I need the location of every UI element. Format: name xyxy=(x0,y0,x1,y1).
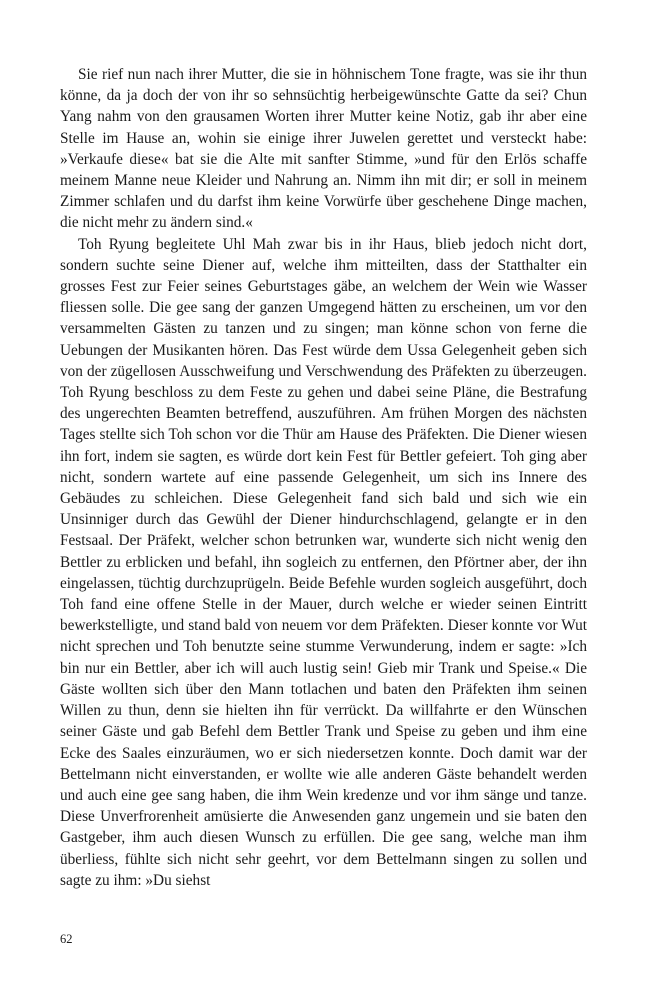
page-number: 62 xyxy=(60,932,73,946)
paragraph: Sie rief nun nach ihrer Mutter, die sie in höhnischem Tone fragte, was sie ihr thun könne, da ja doch der von ihr so sehnsüchtig herbeigewünschte Gatte da sei? Chun Yang nahm von den grausamen Worten ihrer Mutter keine Notiz, gab ihr aber eine Stelle im Hause an, wohin sie einige ihrer Juwelen gerettet und versteckt habe: »Verkaufe diese« bat sie die Alte mit sanfter Stimme, »und für den Erlös schaffe meinem Manne neue Kleider und Nahrung an. Nimm ihn mit dir; er soll in meinem Zimmer schlafen und du darfst ihm keine Vorwürfe über geschehene Dinge machen, die nicht mehr zu ändern sind.« xyxy=(60,66,587,232)
paragraph: Toh Ryung begleitete Uhl Mah zwar bis in ihr Haus, blieb jedoch nicht dort, sondern suchte seine Diener auf, welche ihm mitteilten, dass der Statthalter ein grosses Fest zur Feier seines Geburtstages gäbe, an welchem der Wein wie Wasser fliessen solle. Die gee sang der ganzen Umgegend hätten zu erscheinen, um vor den versammelten Gästen zu tanzen und zu singen; man könne schon von ferne die Uebungen der Musikanten hören. Das Fest würde dem Ussa Gelegenheit geben sich von der zügellosen Ausschweifung und Verschwendung des Präfekten zu überzeugen. Toh Ryung beschloss zu dem Feste zu gehen und dabei seine Pläne, die Bestrafung des ungerechten Beamten betreffend, auszuführen. Am frühen Morgen des nächsten Tages stellte sich Toh schon vor die Thür am Hause des Präfekten. Die Diener wiesen ihn fort, indem sie sagten, es würde dort kein Fest für Bettler gefeiert. Toh ging aber nicht, sondern wartete auf eine passende Gelegenheit, um sich ins Innere des Gebäudes zu schleichen. Diese Gelegenheit fand sich bald und sich wie ein Unsinniger durch das Gewühl der Diener hindurchschlagend, gelangte er in den Festsaal. Der Präfekt, welcher schon betrunken war, wunderte sich nicht wenig den Bettler zu erblicken und befahl, ihn sogleich zu entfernen, den Pförtner aber, der ihn eingelassen, tüchtig durchzuprügeln. Beide Befehle wurden sogleich ausgeführt, doch Toh fand eine offene Stelle in der Mauer, durch welche er wieder seinen Eintritt bewerkstelligte, und stand bald von neuem vor dem Präfekten. Dieser konnte vor Wut nicht sprechen und Toh benutzte seine stumme Verwunderung, indem er sagte: »Ich bin nur ein Bettler, aber ich will auch lustig sein! Gieb mir Trank und Speise.« Die Gäste wollten sich über den Mann totlachen und baten den Präfekten ihm seinen Willen zu thun, denn sie hielten ihn für verrückt. Da willfahrte er den Wünschen seiner Gäste und gab Befehl dem Bettler Trank und Speise zu geben und ihm eine Ecke des Saales einzuräumen, wo er sich niedersetzen konnte. Doch damit war der Bettelmann nicht einverstanden, er wollte wie alle anderen Gäste behandelt werden und auch eine gee sang haben, die ihm Wein kredenze und vor ihm sänge und tanze. Diese Unverfrorenheit amüsierte die Anwesenden ganz ungemein und sie baten den Gastgeber, ihm auch diesen Wunsch zu erfüllen. Die gee sang, welche man ihm überliess, fühlte sich nicht sehr geehrt, vor dem Bettelmann singen zu sollen und sagte zu ihm: »Du siehst xyxy=(60,235,587,889)
body-text xyxy=(60,64,587,891)
